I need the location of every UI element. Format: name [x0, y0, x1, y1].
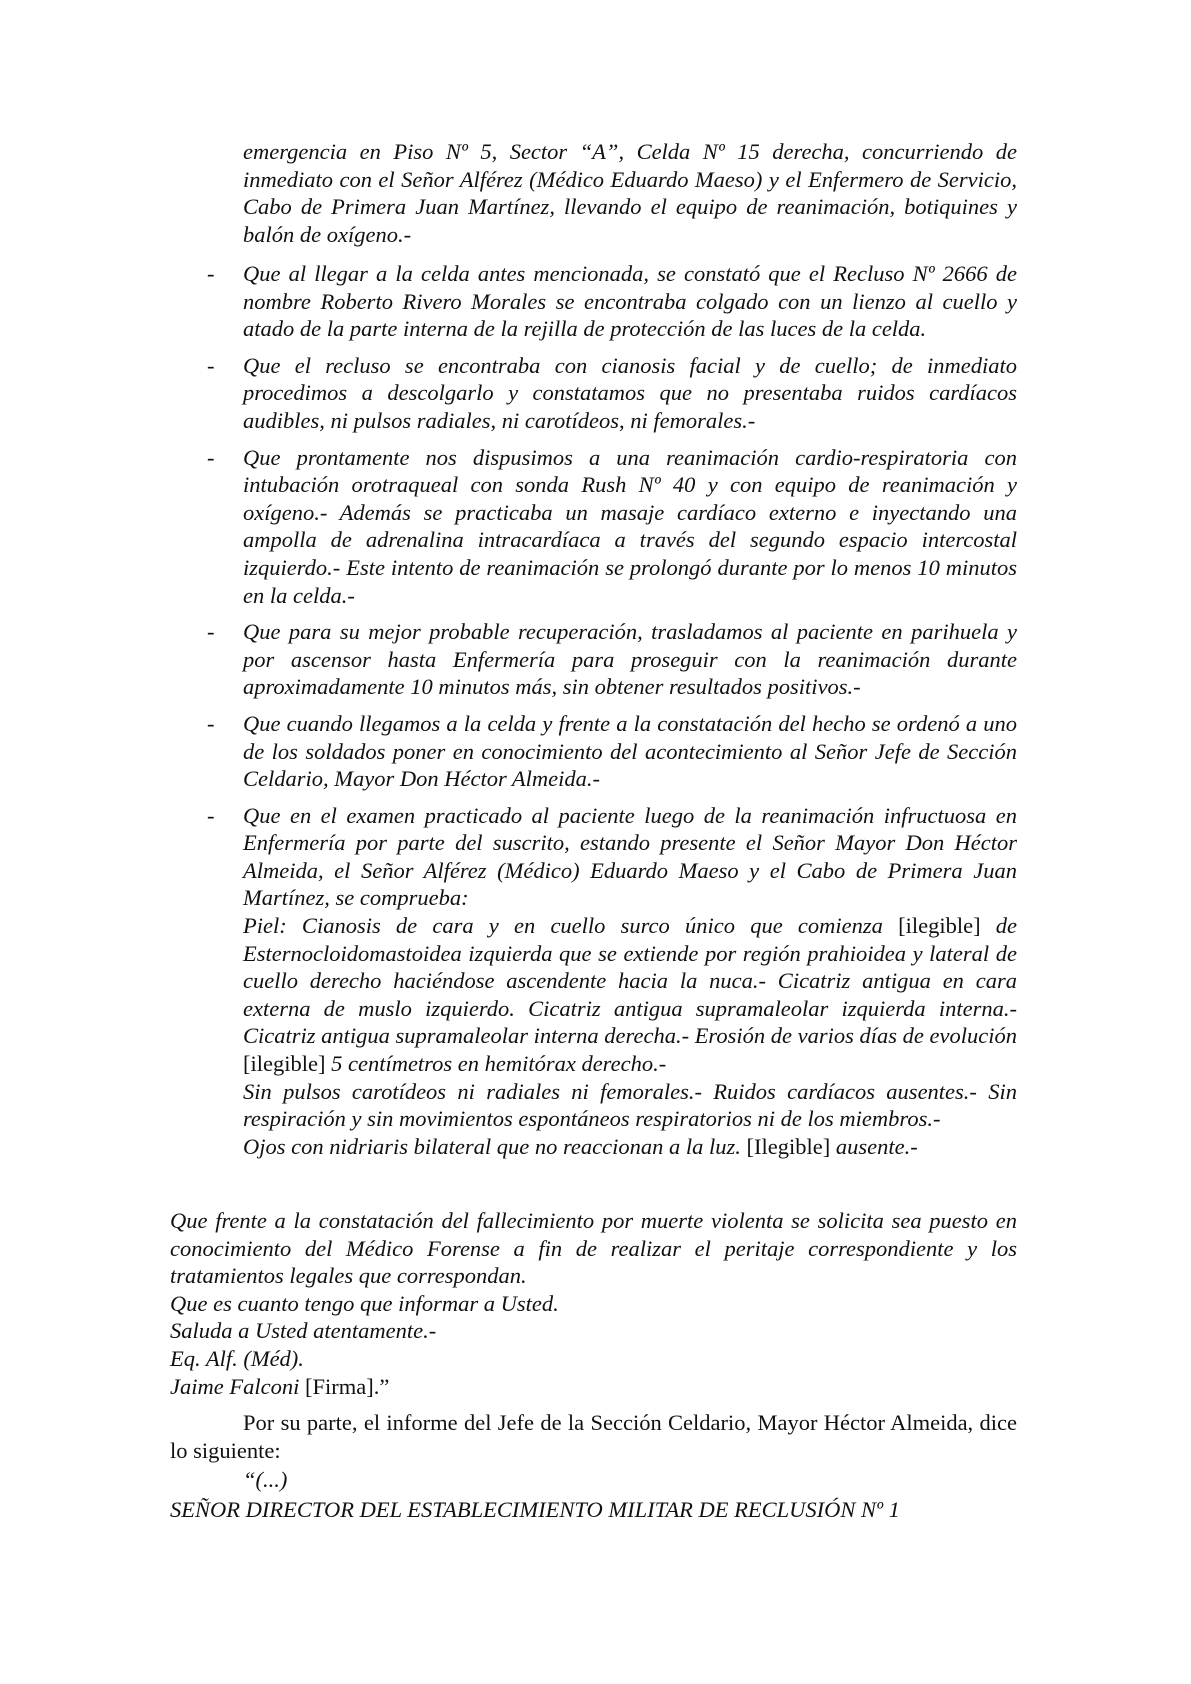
bullet-text: Que para su mejor probable recuperación, trasladamos al paciente en parihuela y por ascensor hasta Enfermería para proseguir con la reanimación durante aproximadamente 10 minutos más, sin obtener resultados positivos.-: [243, 619, 1017, 700]
quote-open: “(...): [243, 1467, 288, 1493]
closing-paragraph: Que frente a la constatación del fallecimiento por muerte violenta se solicita sea puesto en conocimiento del Médico Forense a fin de realizar el peritaje correspondiente y los tratamientos legales que correspondan.: [170, 1208, 1017, 1289]
bullet-text: Que prontamente nos dispusimos a una reanimación cardio-respiratoria con intubación orotraqueal con sonda Rush Nº 40 y con equipo de reanimación y oxígeno.- Además se practicaba un masaje cardíaco externo e inyectando una ampolla de adrenalina intracardíaca a través del segundo espacio intercostal izquierdo.- Este intento de reanimación se prolongó durante por lo menos 10 minutos en la celda.-: [243, 444, 1017, 608]
bullet-text: Que el recluso se encontraba con cianosis facial y de cuello; de inmediato procedimos a descolgarlo y constatamos que no presentaba ruidos cardíacos audibles, ni pulsos radiales, ni carotídeos, ni femorales.-: [243, 352, 1017, 433]
bullet-dash: -: [207, 444, 215, 470]
list-item: [207, 802, 1018, 1161]
exam-skin-text: Piel: Cianosis de cara y en cuello surco único que comienza: [243, 913, 883, 939]
narrative-paragraph: Por su parte, el informe del Jefe de la Sección Celdario, Mayor Héctor Almeida, dice lo siguiente:: [170, 1410, 1017, 1463]
closing-line: Que es cuanto tengo que informar a Usted.: [170, 1290, 559, 1316]
signature-mark: [Firma].”: [304, 1373, 390, 1399]
intro-paragraph: emergencia en Piso Nº 5, Sector “A”, Celda Nº 15 derecha, concurriendo de inmediato con el Señor Alférez (Médico Eduardo Maeso) y el Enfermero de Servicio, Cabo de Primera Juan Martínez, llevando el equipo de reanimación, botiquines y balón de oxígeno.-: [243, 139, 1017, 247]
exam-eyes-text-end: ausente.-: [835, 1133, 918, 1159]
illegible-mark: [ilegible]: [898, 913, 981, 939]
bullet-text: Que en el examen practicado al paciente luego de la reanimación infructuosa en Enfermería por parte del suscrito, estando presente el Señor Mayor Don Héctor Almeida, el Señor Alférez (Médico) Eduardo Maeso y el Cabo de Primera Juan Martínez, se comprueba:: [243, 802, 1017, 911]
bullet-dash: -: [207, 261, 215, 286]
bullet-dash: -: [207, 802, 215, 828]
signer-name: Jaime Falconi: [170, 1373, 300, 1399]
list-item: [207, 710, 1017, 793]
bullet-text: Que cuando llegamos a la celda y frente a la constatación del hecho se ordenó a uno de los soldados poner en conocimiento del acontecimiento al Señor Jefe de Sección Celdario, Mayor Don Héctor Almeida.-: [243, 710, 1017, 792]
section-heading: SEÑOR DIRECTOR DEL ESTABLECIMIENTO MILITAR DE RECLUSIÓN Nº 1: [170, 1496, 900, 1522]
list-item: [207, 444, 1017, 610]
exam-eyes-text: Ojos con nidriaris bilateral que no reaccionan a la luz.: [243, 1133, 741, 1159]
exam-skin-paragraph: [243, 912, 1017, 1078]
exam-pulses-paragraph: Sin pulsos carotídeos ni radiales ni femorales.- Ruidos cardíacos ausentes.- Sin respiración y sin movimientos espontáneos respiratorios ni de los miembros.-: [243, 1078, 1017, 1132]
bullet-text: Que al llegar a la celda antes mencionada, se constató que el Recluso Nº 2666 de nombre Roberto Rivero Morales se encontraba colgado con un lienzo al cuello y atado de la parte interna de la rejilla de protección de las luces de la celda.: [243, 261, 1017, 342]
illegible-mark: [Ilegible]: [746, 1133, 831, 1159]
list-item: [207, 352, 1017, 435]
exam-findings: [243, 912, 1017, 1160]
exam-eyes-paragraph: [243, 1133, 1017, 1161]
signature-line: [170, 1373, 1017, 1401]
signer-rank: Eq. Alf. (Méd).: [170, 1345, 304, 1371]
closing-line: Saluda a Usted atentamente.-: [170, 1318, 437, 1344]
bullet-dash: -: [207, 352, 215, 378]
narrative-block: [170, 1409, 1017, 1523]
closing-block: [170, 1207, 1017, 1400]
report-bullet-list: [207, 260, 1018, 1169]
bullet-dash: -: [207, 619, 215, 645]
bullet-dash: -: [207, 710, 215, 736]
exam-skin-text-cont: de Esternocloidomastoidea izquierda que se extiende por región prahioidea y lateral de cuello derecho haciéndose ascendente hacia la nuca.- Cicatriz antigua en cara externa de muslo izquierdo. Cicatriz antigua supramaleolar izquierda interna.- Cicatriz antigua supramaleolar interna derecha.- Erosión de varios días de evolución: [243, 913, 1018, 1049]
list-item: [207, 260, 1017, 343]
list-item: [207, 618, 1017, 701]
illegible-mark: [ilegible]: [243, 1051, 326, 1077]
exam-skin-text-end: 5 centímetros en hemitórax derecho.-: [331, 1051, 667, 1077]
